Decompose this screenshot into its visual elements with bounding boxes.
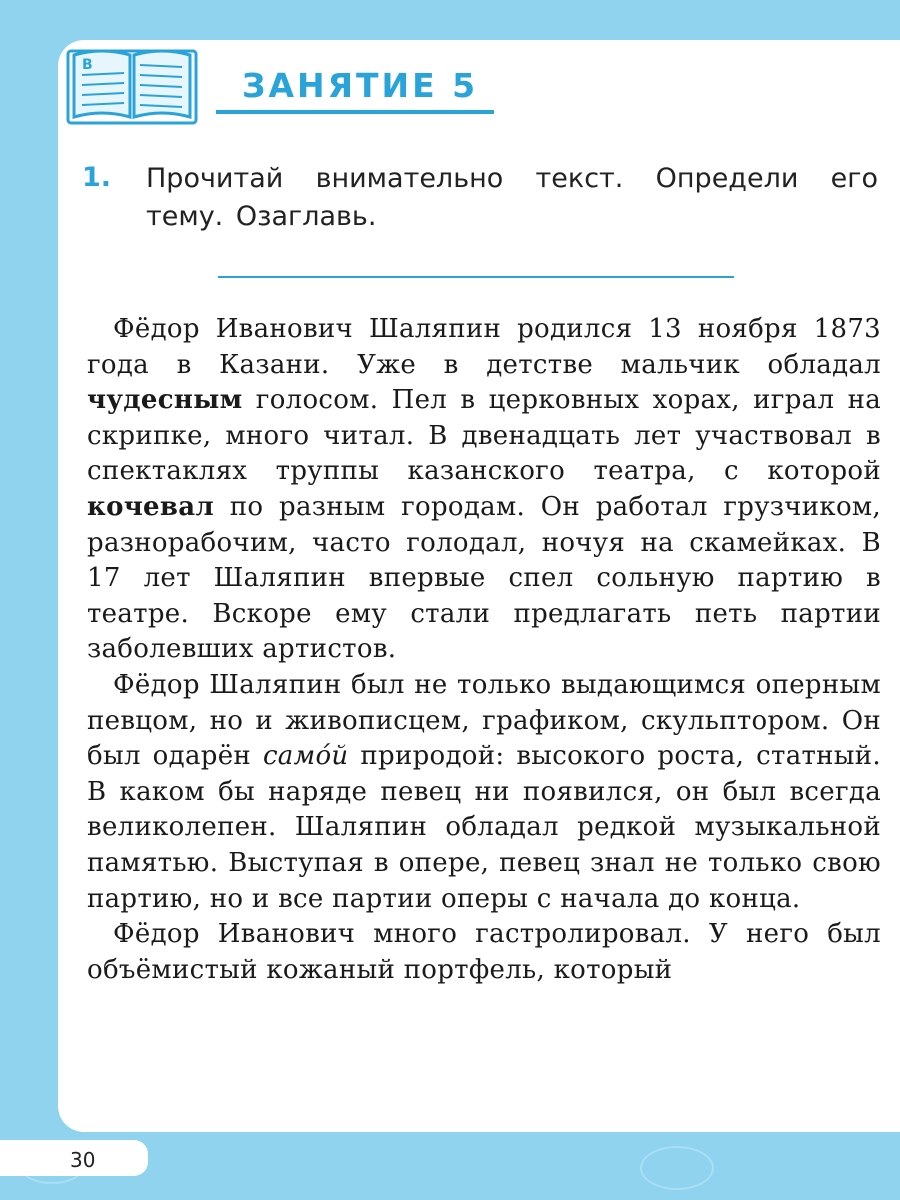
svg-text:B: B: [82, 57, 93, 73]
open-book-icon: [66, 45, 198, 125]
passage-paragraph-2: [87, 668, 881, 917]
passage-paragraph-3: Фёдор Иванович много гастролировал. У него был объёмистый кожаный портфель, который: [87, 919, 881, 985]
paragraph-text: по разным городам. Он работал грузчиком, разнорабочим, часто голодал, ночуя на скамейках. В 17 лет Шаляпин впервые спел сольную партию в театре. Вскоре ему стали предлагать петь партии заболевших артистов.: [87, 491, 881, 665]
paragraph-text: природой: высокого роста, статный. В каком бы наряде певец ни появился, он был всегда великолепен. Шаляпин обладал редкой музыкальной памятью. Выступая в опере, певец знал не только свою партию, но и все партии оперы с начала до конца.: [87, 741, 881, 914]
task-number: 1.: [82, 162, 112, 193]
highlighted-word: чудесным: [87, 385, 243, 416]
page-number: 30: [70, 1148, 96, 1172]
lesson-title: ЗАНЯТИЕ 5: [242, 66, 479, 105]
paragraph-text: Фёдор Иванович Шаляпин родился 13 ноября 1873 года в Казани. Уже в детстве мальчик обладал: [87, 314, 881, 380]
highlighted-word: кочевал: [87, 491, 215, 522]
stressed-word: само́й: [262, 741, 349, 772]
background-doodle: [640, 1146, 714, 1190]
passage-paragraph-1: [87, 312, 881, 668]
task-instruction: Прочитай внимательно текст. Определи его тему. Озаглавь.: [146, 163, 878, 232]
paragraph-text: Фёдор Шаляпин был не только выдающимся оперным певцом, но и живописцем, графиком, скульптором. Он был одарён: [87, 669, 881, 772]
title-underline: [216, 110, 494, 114]
paragraph-text: голосом. Пел в церковных хорах, играл на скрипке, много читал. В двенадцать лет участвовал в спектаклях труппы казанского театра, с которой: [87, 385, 881, 487]
answer-line[interactable]: [218, 276, 734, 278]
reading-passage: [87, 312, 881, 988]
